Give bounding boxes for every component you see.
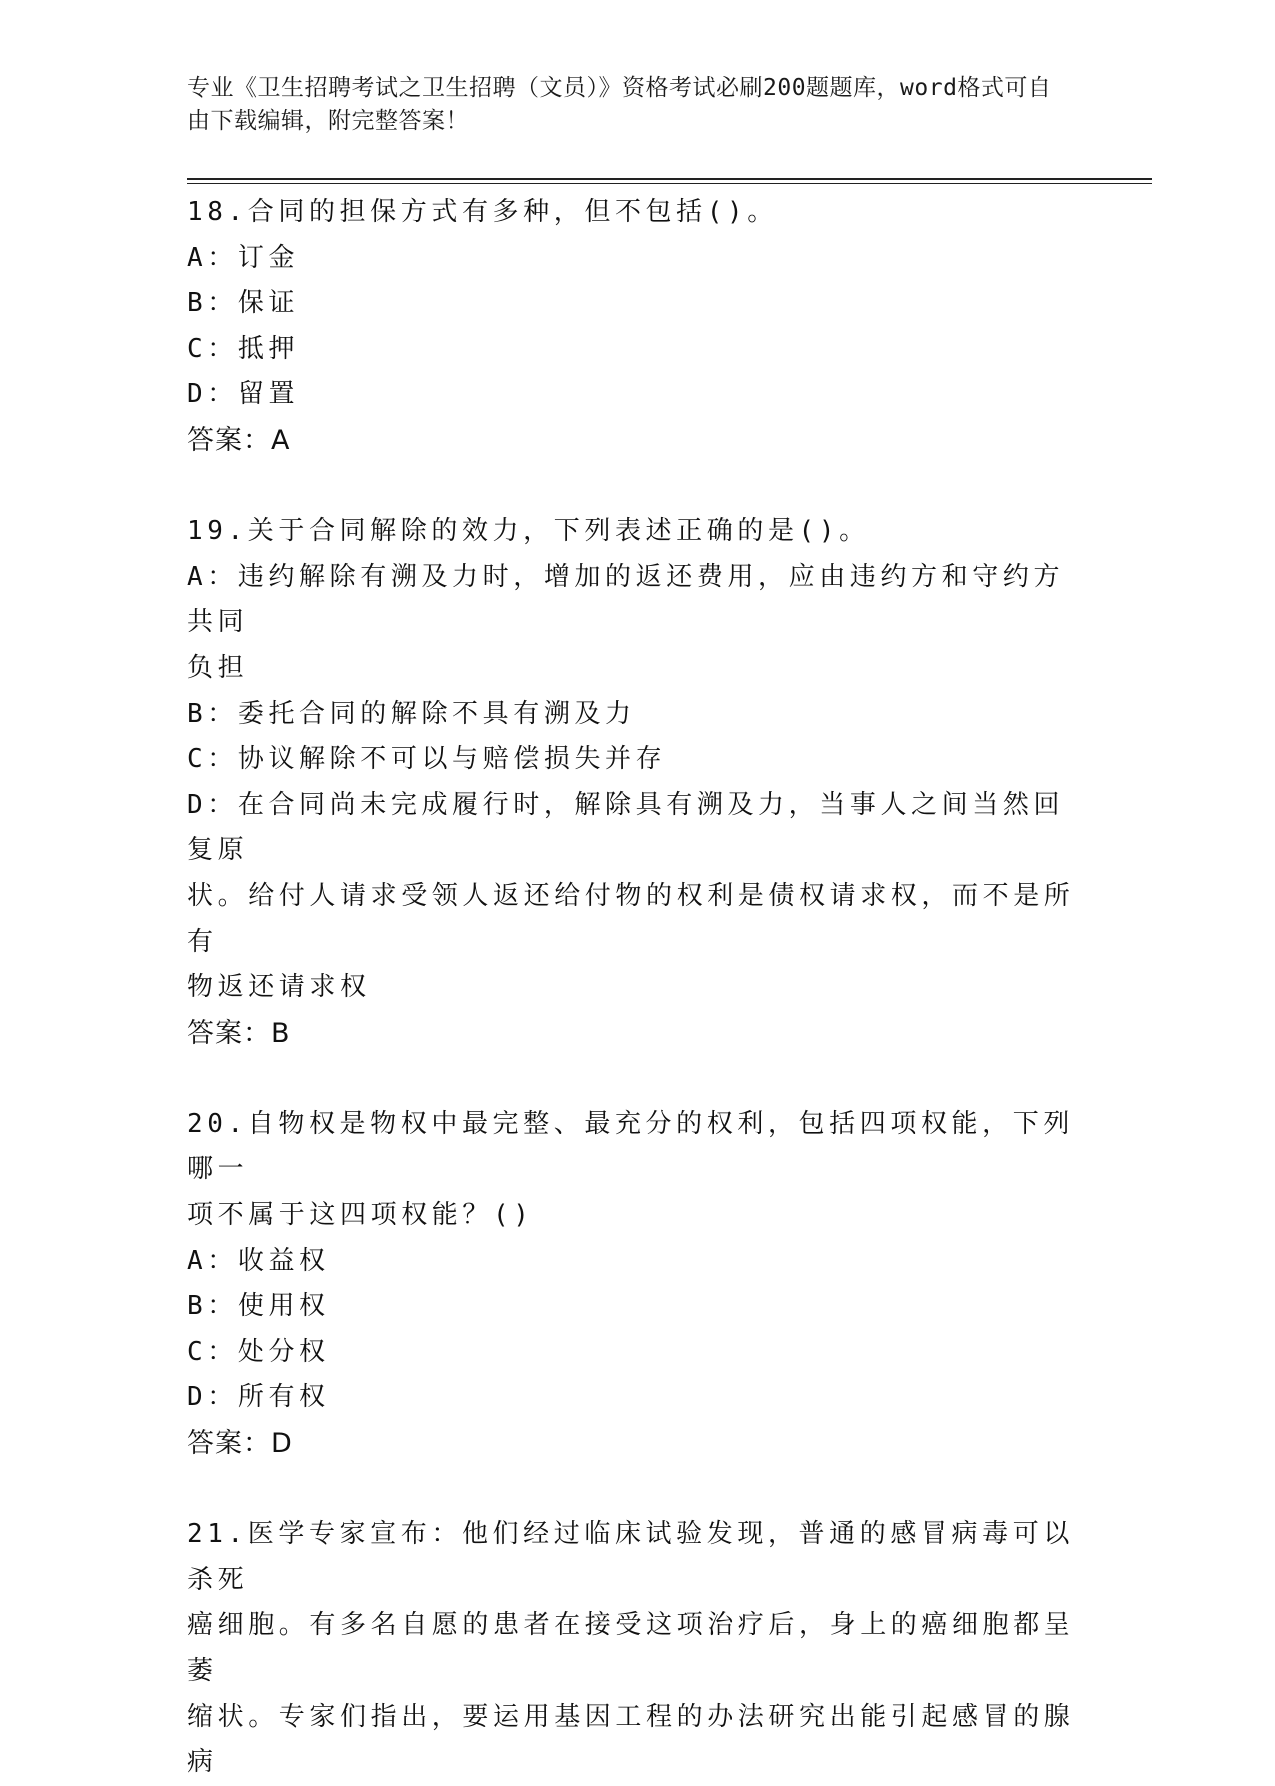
answer-label: 答案：B [187, 1017, 291, 1049]
option-a: A：订金 [187, 242, 300, 273]
question-21 [187, 1512, 1077, 1786]
question-spacer [187, 1467, 1077, 1513]
option-d-continued: 状。给付人请求受领人返还给付物的权利是债权请求权，而不是所有 [187, 880, 1075, 957]
question-spacer [187, 1056, 1077, 1102]
option-b: B：保证 [187, 288, 300, 319]
question-stem: 19.关于合同解除的效力，下列表述正确的是()。 [187, 516, 870, 547]
answer-label: 答案：D [187, 1428, 293, 1460]
header-rule-thin [187, 183, 1152, 184]
option-d: D：在合同尚未完成履行时，解除具有溯及力，当事人之间当然回复原 [187, 789, 1065, 866]
option-b: B：委托合同的解除不具有溯及力 [187, 698, 636, 729]
option-d-continued: 物返还请求权 [187, 972, 371, 1003]
question-stem: 21.医学专家宣布：他们经过临床试验发现，普通的感冒病毒可以杀死 [187, 1519, 1074, 1595]
header-rule-thick [187, 178, 1152, 180]
question-stem: 18.合同的担保方式有多种，但不包括()。 [187, 197, 778, 227]
question-19 [187, 509, 1077, 1056]
option-c: C：协议解除不可以与赔偿损失并存 [187, 744, 667, 775]
option-a: A：违约解除有溯及力时，增加的返还费用，应由违约方和守约方共同 [187, 561, 1065, 638]
question-18 [187, 190, 1077, 464]
option-d: D：留置 [187, 379, 300, 410]
question-20 [187, 1102, 1077, 1467]
document-header: 专业《卫生招聘考试之卫生招聘（文员）》资格考试必刷200题题库，word格式可自由下载编辑，附完整答案！ [187, 75, 1052, 134]
question-stem-continued: 癌细胞。有多名自愿的患者在接受这项治疗后，身上的癌细胞都呈萎 [187, 1610, 1075, 1686]
option-a-continued: 负担 [187, 652, 249, 683]
question-list [187, 190, 1077, 1786]
question-stem: 20.自物权是物权中最完整、最充分的权利，包括四项权能，下列哪一 [187, 1108, 1074, 1185]
question-stem-continued: 缩状。专家们指出，要运用基因工程的办法研究出能引起感冒的腺病 [187, 1701, 1075, 1778]
option-a: A：收益权 [187, 1245, 330, 1276]
question-stem-continued: 项不属于这四项权能？() [187, 1200, 534, 1231]
option-c: C：抵押 [187, 333, 300, 364]
option-c: C：处分权 [187, 1336, 330, 1367]
option-d: D：所有权 [187, 1382, 330, 1413]
question-spacer [187, 464, 1077, 510]
answer-label: 答案：A [187, 424, 291, 456]
option-b: B：使用权 [187, 1291, 330, 1322]
